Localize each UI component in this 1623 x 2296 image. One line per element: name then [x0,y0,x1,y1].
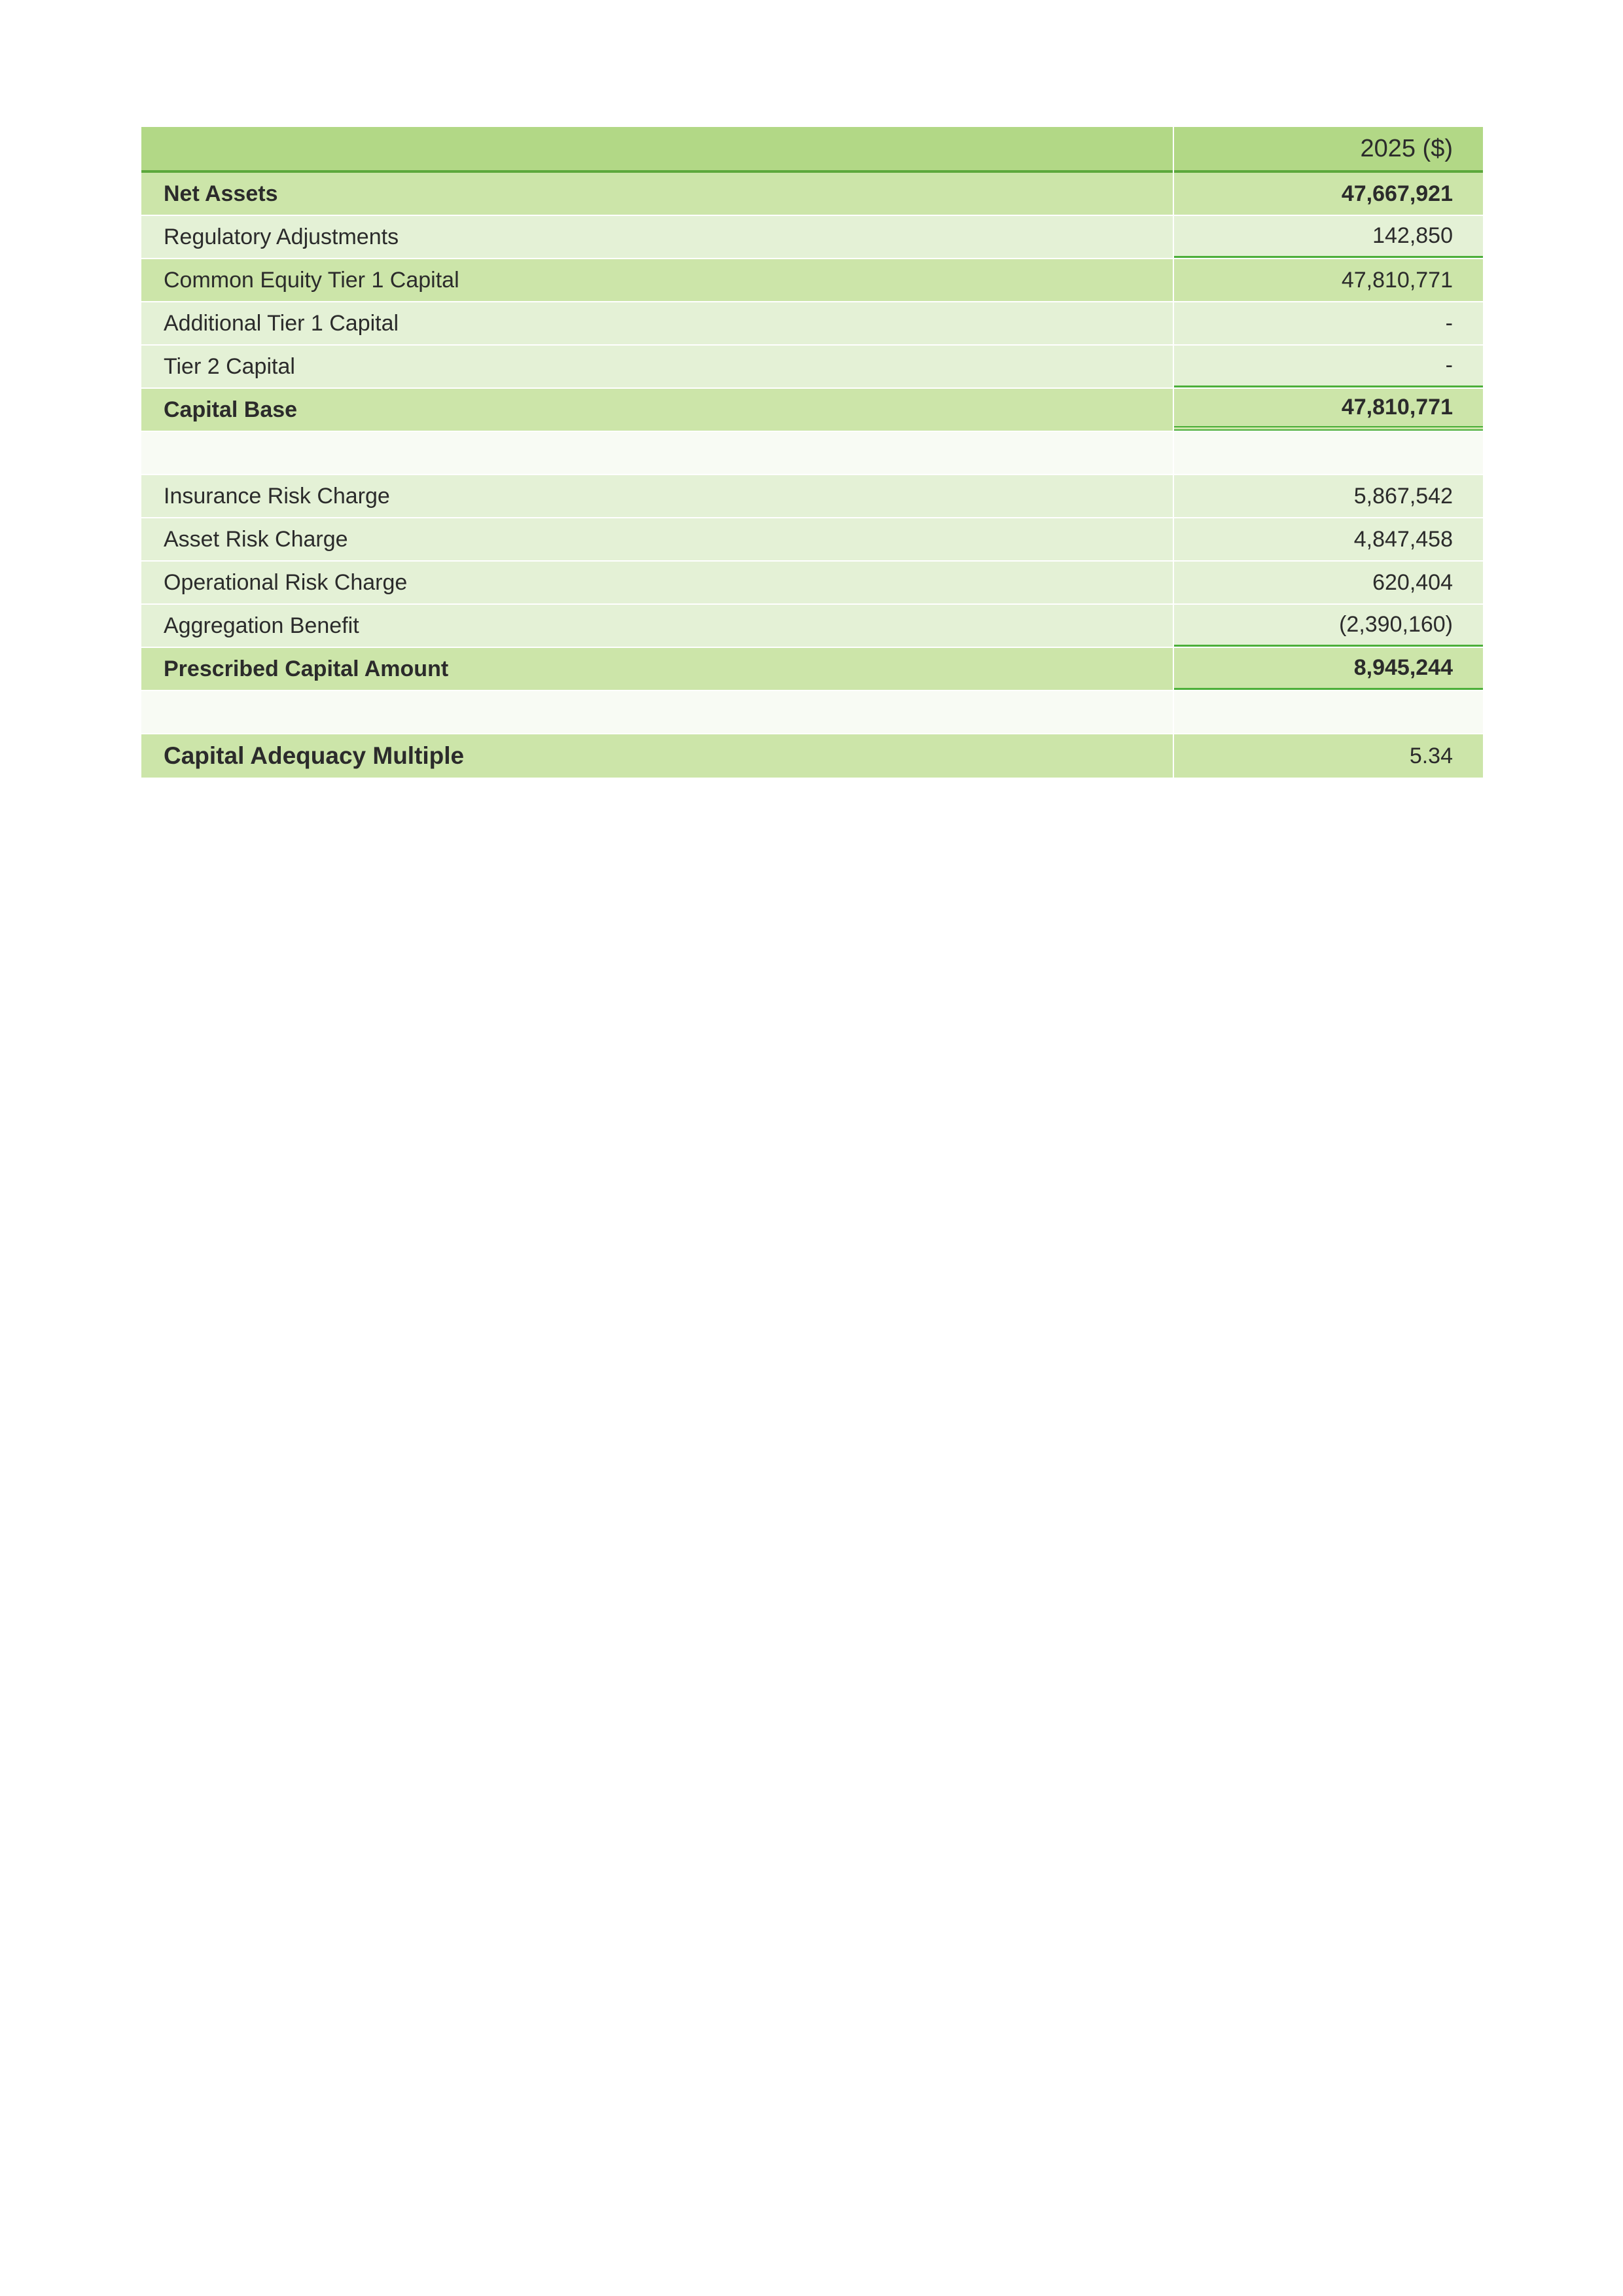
table-row-additional-tier1 [141,302,1483,344]
table-row-capital-base [141,389,1483,431]
row-label: Common Equity Tier 1 Capital [141,259,1173,301]
table-header-row [141,127,1483,173]
table-row-net-assets [141,173,1483,215]
header-year-cell: 2025 ($) [1174,127,1483,173]
row-value: 8,945,244 [1174,648,1483,690]
row-label [141,432,1173,474]
header-label-cell [141,127,1173,173]
row-value: 4,847,458 [1174,518,1483,560]
row-label: Insurance Risk Charge [141,475,1173,517]
row-label: Additional Tier 1 Capital [141,302,1173,344]
row-value [1174,432,1483,474]
row-value: 47,667,921 [1174,173,1483,215]
table-row-capital-adequacy-multiple [141,734,1483,778]
capital-adequacy-table [141,127,1483,779]
row-label: Regulatory Adjustments [141,216,1173,258]
row-label: Net Assets [141,173,1173,215]
table-row-spacer [141,691,1483,733]
row-label: Operational Risk Charge [141,562,1173,603]
row-value: 5,867,542 [1174,475,1483,517]
table-row-asset-risk-charge [141,518,1483,560]
row-label: Capital Adequacy Multiple [141,734,1173,778]
row-value: - [1174,302,1483,344]
table-row-prescribed-capital-amount [141,648,1483,690]
row-label: Tier 2 Capital [141,346,1173,387]
row-label [141,691,1173,733]
row-value: 620,404 [1174,562,1483,603]
row-value: - [1174,346,1483,387]
row-label: Aggregation Benefit [141,605,1173,647]
table-row-aggregation-benefit [141,605,1483,647]
row-value: 142,850 [1174,216,1483,258]
table-row-tier2-capital [141,346,1483,387]
row-label: Capital Base [141,389,1173,431]
row-value [1174,691,1483,733]
row-value: 47,810,771 [1174,389,1483,431]
row-value: 5.34 [1174,734,1483,778]
row-label: Asset Risk Charge [141,518,1173,560]
row-value: (2,390,160) [1174,605,1483,647]
table-row-cet1-capital [141,259,1483,301]
row-value: 47,810,771 [1174,259,1483,301]
row-label: Prescribed Capital Amount [141,648,1173,690]
table-row-regulatory-adjustments [141,216,1483,258]
table-row-operational-risk-charge [141,562,1483,603]
table-row-spacer [141,432,1483,474]
table-row-insurance-risk-charge [141,475,1483,517]
